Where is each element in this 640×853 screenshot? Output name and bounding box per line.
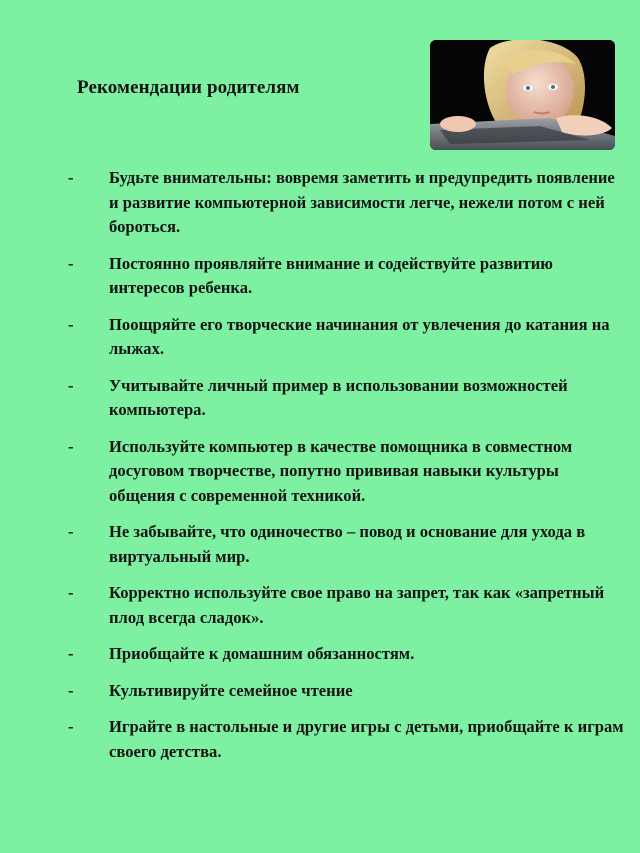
bullet-dash: -	[68, 644, 74, 663]
recommendations-list	[68, 166, 628, 776]
list-item-text: Учитывайте личный пример в использовании возможностей компьютера.	[109, 375, 568, 419]
list-item	[68, 581, 628, 630]
list-item	[68, 374, 628, 423]
list-item-text: Будьте внимательны: вовремя заметить и предупредить появление и развитие компьютерной зависимости легче, нежели потом с ней бороться.	[109, 168, 615, 236]
list-item-text: Постоянно проявляйте внимание и содействуйте развитию интересов ребенка.	[109, 253, 553, 297]
bullet-dash: -	[68, 717, 74, 736]
list-item	[68, 679, 628, 704]
list-item-text: Не забывайте, что одиночество – повод и основание для ухода в виртуальный мир.	[109, 522, 586, 566]
bullet-dash: -	[68, 314, 74, 334]
list-item-text: Поощряйте его творческие начинания от увлечения до катания на лыжах.	[109, 314, 610, 358]
bullet-dash: -	[68, 253, 74, 273]
bullet-dash: -	[68, 168, 74, 187]
list-item	[68, 166, 628, 240]
list-item	[68, 435, 628, 509]
list-item	[68, 313, 628, 362]
bullet-dash: -	[68, 436, 74, 456]
page-title: Рекомендации родителям	[77, 77, 300, 98]
bullet-dash: -	[68, 583, 74, 602]
bullet-dash: -	[68, 375, 74, 395]
list-item-text: Культивируйте семейное чтение	[109, 680, 353, 700]
list-item-text: Приобщайте к домашним обязанностям.	[109, 644, 415, 663]
list-item	[68, 252, 628, 301]
child-at-computer-photo	[430, 40, 615, 150]
list-item	[68, 715, 628, 764]
bullet-dash: -	[68, 522, 74, 541]
list-item	[68, 642, 628, 667]
bullet-dash: -	[68, 680, 74, 700]
list-item	[68, 520, 628, 569]
list-item-text: Играйте в настольные и другие игры с детьми, приобщайте к играм своего детства.	[109, 717, 624, 761]
list-item-text: Используйте компьютер в качестве помощника в совместном досуговом творчестве, попутно прививая навыки культуры общения с современной техникой.	[109, 436, 573, 505]
list-item-text: Корректно используйте свое право на запрет, так как «запретный плод всегда сладок».	[109, 583, 605, 627]
